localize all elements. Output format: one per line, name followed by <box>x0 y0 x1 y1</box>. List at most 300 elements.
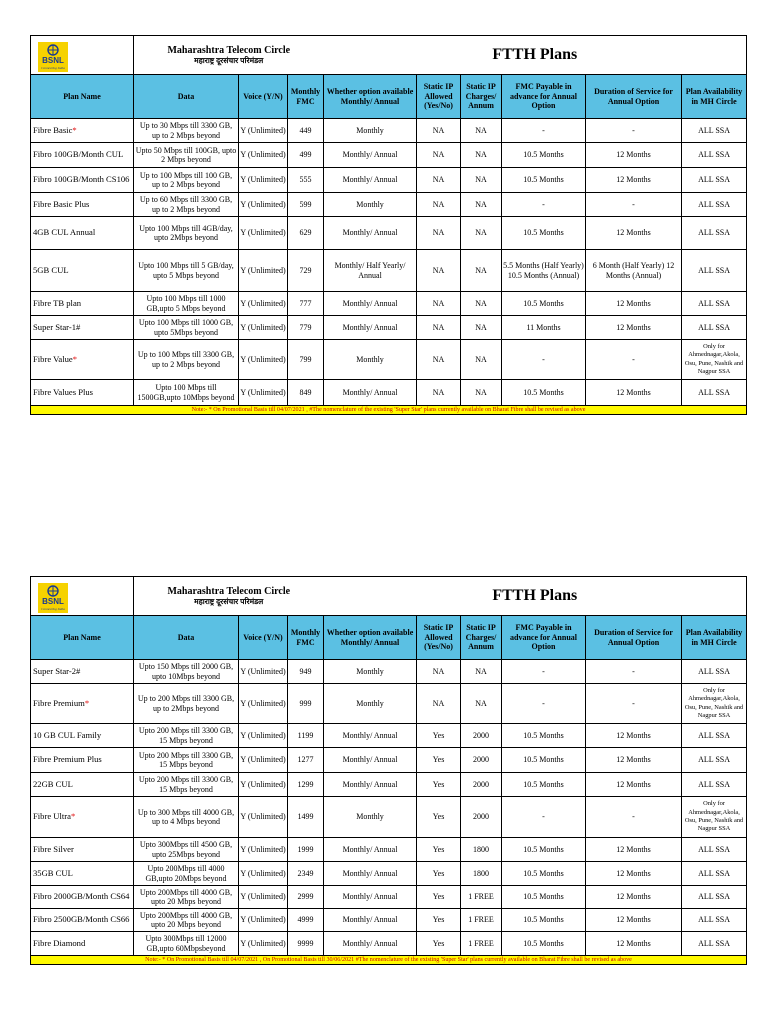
cell-availability: ALL SSA <box>682 143 747 168</box>
cell-fmc-advance: - <box>502 119 586 143</box>
footnote: Note:- * On Promotional Basis till 04/07/2021 , On Promotional Basis till 30/06/2021 #The nomenclature of the existing 'Super Star' plans currently available on Bharat Fibre shall be revised as above <box>31 956 747 965</box>
logo-tagline: Connecting India <box>41 66 65 70</box>
plan-name: Fibre Premium <box>33 697 85 708</box>
cell-fmc-advance: 10.5 Months <box>502 886 586 909</box>
cell-option: Monthly/ Annual <box>324 168 417 193</box>
col-static-ip: Static IP Allowed (Yes/No) <box>417 75 461 119</box>
cell-monthly-fmc: 599 <box>288 193 324 217</box>
table-row <box>31 684 747 724</box>
cell-data: Upto 50 Mbps till 100GB, upto 2 Mbps beyond <box>134 143 239 168</box>
cell-fmc-advance: 10.5 Months <box>502 773 586 797</box>
cell-duration: 12 Months <box>586 773 682 797</box>
plan-name: Fibre TB plan <box>33 297 82 308</box>
cell-availability: ALL SSA <box>682 773 747 797</box>
cell-data: Upto 150 Mbps till 2000 GB, upto 10Mbps beyond <box>134 660 239 684</box>
cell-monthly-fmc: 629 <box>288 217 324 250</box>
plan-name: Fibre Values Plus <box>33 386 94 397</box>
cell-fmc-advance: 10.5 Months <box>502 292 586 316</box>
cell-monthly-fmc: 1999 <box>288 838 324 862</box>
table-row <box>31 773 747 797</box>
logo-cell <box>31 36 134 75</box>
cell-plan-name <box>31 250 134 292</box>
cell-option: Monthly/ Annual <box>324 292 417 316</box>
logo-text: BSNL <box>42 56 64 65</box>
table-row <box>31 250 747 292</box>
cell-duration: - <box>586 340 682 380</box>
cell-option: Monthly/ Annual <box>324 724 417 748</box>
cell-data: Up to 200 Mbps till 3300 GB, up to 2Mbps beyond <box>134 684 239 724</box>
cell-availability: ALL SSA <box>682 292 747 316</box>
table-row <box>31 862 747 886</box>
table-row <box>31 217 747 250</box>
cell-voice: Y (Unlimited) <box>239 119 288 143</box>
cell-monthly-fmc: 1277 <box>288 748 324 773</box>
cell-plan-name <box>31 193 134 217</box>
cell-static-ip-charges: 1 FREE <box>461 932 502 956</box>
cell-option: Monthly <box>324 193 417 217</box>
cell-plan-name <box>31 119 134 143</box>
cell-monthly-fmc: 1199 <box>288 724 324 748</box>
cell-option: Monthly/ Annual <box>324 380 417 406</box>
cell-duration: 12 Months <box>586 838 682 862</box>
cell-monthly-fmc: 2349 <box>288 862 324 886</box>
cell-voice: Y (Unlimited) <box>239 250 288 292</box>
col-duration: Duration of Service for Annual Option <box>586 75 682 119</box>
cell-availability: ALL SSA <box>682 168 747 193</box>
cell-data: Up to 300 Mbps till 4000 GB, up to 4 Mbps beyond <box>134 797 239 838</box>
cell-duration: 12 Months <box>586 748 682 773</box>
cell-static-ip: Yes <box>417 838 461 862</box>
cell-plan-name <box>31 773 134 797</box>
plan-name: Fibre Ultra <box>33 811 71 822</box>
cell-voice: Y (Unlimited) <box>239 838 288 862</box>
cell-voice: Y (Unlimited) <box>239 909 288 932</box>
cell-data: Upto 100 Mbps till 1000 GB, upto 5Mbps beyond <box>134 316 239 340</box>
col-static-ip: Static IP Allowed (Yes/No) <box>417 616 461 660</box>
cell-plan-name <box>31 292 134 316</box>
promo-star: * <box>72 353 77 364</box>
col-monthly-fmc: Monthly FMC <box>288 616 324 660</box>
note-row <box>31 406 747 415</box>
note-row <box>31 956 747 965</box>
cell-monthly-fmc: 2999 <box>288 886 324 909</box>
cell-monthly-fmc: 1499 <box>288 797 324 838</box>
table-row <box>31 748 747 773</box>
cell-data: Upto 100 Mbps till 1500GB,upto 10Mbps beyond <box>134 380 239 406</box>
cell-voice: Y (Unlimited) <box>239 748 288 773</box>
cell-static-ip-charges: 1800 <box>461 838 502 862</box>
cell-static-ip-charges: NA <box>461 217 502 250</box>
col-option: Whether option available Monthly/ Annual <box>324 75 417 119</box>
col-fmc-advance: FMC Payable in advance for Annual Option <box>502 616 586 660</box>
cell-availability: ALL SSA <box>682 748 747 773</box>
cell-data: Upto 100 Mbps till 1000 GB,upto 5 Mbps beyond <box>134 292 239 316</box>
cell-monthly-fmc: 499 <box>288 143 324 168</box>
cell-static-ip-charges: NA <box>461 119 502 143</box>
cell-static-ip: Yes <box>417 909 461 932</box>
logo-text: BSNL <box>42 597 64 606</box>
cell-static-ip: Yes <box>417 724 461 748</box>
promo-star: * <box>70 811 76 822</box>
cell-option: Monthly/ Annual <box>324 316 417 340</box>
plan-name: Fibre Basic <box>33 124 73 135</box>
col-static-ip-charges: Static IP Charges/ Annum <box>461 75 502 119</box>
cell-plan-name <box>31 660 134 684</box>
table-row <box>31 380 747 406</box>
col-static-ip-charges: Static IP Charges/ Annum <box>461 616 502 660</box>
cell-static-ip-charges: 1 FREE <box>461 886 502 909</box>
cell-voice: Y (Unlimited) <box>239 684 288 724</box>
cell-monthly-fmc: 779 <box>288 316 324 340</box>
cell-fmc-advance: 10.5 Months <box>502 748 586 773</box>
cell-data: Upto 200 Mbps till 3300 GB, 15 Mbps beyond <box>134 748 239 773</box>
page-title: FTTH Plans <box>492 587 578 605</box>
col-availability: Plan Availability in MH Circle <box>682 75 747 119</box>
plan-name: 10 GB CUL Family <box>33 729 102 740</box>
cell-data: Upto 100 Mbps till 4GB/day, upto 2Mbps beyond <box>134 217 239 250</box>
cell-monthly-fmc: 1299 <box>288 773 324 797</box>
cell-static-ip: Yes <box>417 886 461 909</box>
plan-name: 22GB CUL <box>33 778 73 789</box>
cell-duration: - <box>586 193 682 217</box>
cell-fmc-advance: - <box>502 660 586 684</box>
cell-fmc-advance: 10.5 Months <box>502 217 586 250</box>
table-row <box>31 797 747 838</box>
cell-monthly-fmc: 9999 <box>288 932 324 956</box>
plan-name: Fibre Basic Plus <box>33 198 90 209</box>
col-voice: Voice (Y/N) <box>239 75 288 119</box>
cell-option: Monthly <box>324 684 417 724</box>
cell-voice: Y (Unlimited) <box>239 773 288 797</box>
cell-duration: 12 Months <box>586 932 682 956</box>
cell-data: Upto 200 Mbps till 3300 GB, 15 Mbps beyond <box>134 773 239 797</box>
cell-option: Monthly <box>324 340 417 380</box>
plan-rows <box>31 119 747 406</box>
cell-voice: Y (Unlimited) <box>239 932 288 956</box>
table-row <box>31 193 747 217</box>
plans-table <box>30 576 747 965</box>
column-header-row <box>31 616 747 660</box>
cell-static-ip: NA <box>417 292 461 316</box>
bsnl-logo-icon <box>38 583 68 613</box>
cell-option: Monthly/ Half Yearly/ Annual <box>324 250 417 292</box>
cell-option: Monthly/ Annual <box>324 909 417 932</box>
cell-data: Up to 100 Mbps till 100 GB, up to 2 Mbps beyond <box>134 168 239 193</box>
cell-availability: ALL SSA <box>682 838 747 862</box>
cell-static-ip: NA <box>417 684 461 724</box>
cell-availability: ALL SSA <box>682 380 747 406</box>
plan-name: Fibro 2000GB/Month CS64 <box>33 891 130 902</box>
cell-data: Upto 200Mbps till 4000 GB, upto 20 Mbps beyond <box>134 886 239 909</box>
cell-static-ip-charges: NA <box>461 143 502 168</box>
cell-voice: Y (Unlimited) <box>239 292 288 316</box>
col-monthly-fmc: Monthly FMC <box>288 75 324 119</box>
cell-fmc-advance: 10.5 Months <box>502 168 586 193</box>
cell-static-ip-charges: NA <box>461 168 502 193</box>
table-row <box>31 724 747 748</box>
cell-duration: - <box>586 660 682 684</box>
cell-duration: 12 Months <box>586 316 682 340</box>
cell-fmc-advance: 10.5 Months <box>502 932 586 956</box>
plan-name: Fibro 100GB/Month CS106 <box>33 174 130 185</box>
plan-name: Fibre Silver <box>33 843 74 854</box>
cell-static-ip-charges: 2000 <box>461 773 502 797</box>
cell-static-ip: NA <box>417 217 461 250</box>
cell-availability: ALL SSA <box>682 193 747 217</box>
cell-static-ip: NA <box>417 340 461 380</box>
title-row <box>31 577 747 616</box>
cell-monthly-fmc: 729 <box>288 250 324 292</box>
cell-voice: Y (Unlimited) <box>239 193 288 217</box>
cell-fmc-advance: 5.5 Months (Half Yearly) 10.5 Months (Annual) <box>502 250 586 292</box>
promo-star: * <box>84 697 90 708</box>
cell-option: Monthly <box>324 660 417 684</box>
cell-plan-name <box>31 316 134 340</box>
column-header-row <box>31 75 747 119</box>
cell-duration: - <box>586 684 682 724</box>
cell-static-ip: Yes <box>417 862 461 886</box>
cell-monthly-fmc: 777 <box>288 292 324 316</box>
cell-fmc-advance: 10.5 Months <box>502 380 586 406</box>
cell-monthly-fmc: 4999 <box>288 909 324 932</box>
cell-static-ip: Yes <box>417 773 461 797</box>
ftth-plans-table-2 <box>30 576 746 965</box>
cell-static-ip: NA <box>417 119 461 143</box>
cell-static-ip: NA <box>417 250 461 292</box>
promo-star: * <box>72 124 77 135</box>
cell-static-ip-charges: NA <box>461 292 502 316</box>
cell-data: Up to 100 Mbps till 3300 GB, up to 2 Mbps beyond <box>134 340 239 380</box>
table-row <box>31 143 747 168</box>
circle-name: Maharashtra Telecom Circle <box>167 45 291 56</box>
table-row <box>31 340 747 380</box>
cell-fmc-advance: - <box>502 684 586 724</box>
cell-plan-name <box>31 724 134 748</box>
cell-voice: Y (Unlimited) <box>239 168 288 193</box>
cell-duration: - <box>586 797 682 838</box>
cell-availability: Only for Ahmednagar,Akola, Osu, Pune, Nashik and Nagpur SSA <box>682 684 747 724</box>
cell-availability: ALL SSA <box>682 217 747 250</box>
cell-availability: ALL SSA <box>682 660 747 684</box>
cell-plan-name <box>31 684 134 724</box>
plan-name: Fibro 100GB/Month CUL <box>33 149 124 160</box>
ftth-plans-table-1 <box>30 35 746 415</box>
cell-data: Up to 60 Mbps till 3300 GB, up to 2 Mbps beyond <box>134 193 239 217</box>
cell-voice: Y (Unlimited) <box>239 380 288 406</box>
cell-static-ip-charges: NA <box>461 380 502 406</box>
circle-name: Maharashtra Telecom Circle <box>167 586 291 597</box>
cell-availability: Only for Ahmednagar,Akola, Osu, Pune, Nashik and Nagpur SSA <box>682 340 747 380</box>
cell-availability: ALL SSA <box>682 932 747 956</box>
cell-option: Monthly/ Annual <box>324 862 417 886</box>
cell-duration: - <box>586 119 682 143</box>
col-duration: Duration of Service for Annual Option <box>586 616 682 660</box>
circle-name-local: महाराष्ट्र दूरसंचार परिमंडल <box>194 597 264 606</box>
table-row <box>31 168 747 193</box>
cell-fmc-advance: 10.5 Months <box>502 909 586 932</box>
cell-static-ip-charges: NA <box>461 250 502 292</box>
cell-static-ip: Yes <box>417 748 461 773</box>
cell-option: Monthly <box>324 797 417 838</box>
col-plan-name: Plan Name <box>31 75 134 119</box>
footnote: Note:- * On Promotional Basis till 04/07/2021 , #The nomenclature of the existing 'Super Star' plans currently available on Bharat Fibre shall be revised as above <box>31 406 747 415</box>
cell-voice: Y (Unlimited) <box>239 886 288 909</box>
cell-plan-name <box>31 168 134 193</box>
cell-availability: ALL SSA <box>682 724 747 748</box>
col-plan-name: Plan Name <box>31 616 134 660</box>
cell-availability: ALL SSA <box>682 886 747 909</box>
cell-data: Upto 200Mbps till 4000 GB,upto 20Mbps beyond <box>134 862 239 886</box>
cell-static-ip: NA <box>417 380 461 406</box>
cell-data: Upto 100 Mbps till 5 GB/day, upto 5 Mbps beyond <box>134 250 239 292</box>
cell-fmc-advance: 10.5 Months <box>502 143 586 168</box>
cell-static-ip-charges: NA <box>461 660 502 684</box>
cell-plan-name <box>31 143 134 168</box>
cell-option: Monthly/ Annual <box>324 217 417 250</box>
cell-static-ip-charges: 2000 <box>461 724 502 748</box>
table-row <box>31 932 747 956</box>
cell-plan-name <box>31 932 134 956</box>
cell-fmc-advance: 10.5 Months <box>502 724 586 748</box>
table-row <box>31 316 747 340</box>
cell-voice: Y (Unlimited) <box>239 316 288 340</box>
cell-duration: 12 Months <box>586 292 682 316</box>
cell-voice: Y (Unlimited) <box>239 660 288 684</box>
col-data: Data <box>134 616 239 660</box>
cell-voice: Y (Unlimited) <box>239 724 288 748</box>
cell-plan-name <box>31 862 134 886</box>
cell-plan-name <box>31 838 134 862</box>
cell-static-ip: NA <box>417 168 461 193</box>
cell-fmc-advance: 10.5 Months <box>502 838 586 862</box>
cell-duration: 12 Months <box>586 724 682 748</box>
cell-option: Monthly <box>324 119 417 143</box>
table-row <box>31 660 747 684</box>
cell-availability: ALL SSA <box>682 119 747 143</box>
cell-static-ip-charges: 2000 <box>461 797 502 838</box>
cell-plan-name <box>31 886 134 909</box>
cell-voice: Y (Unlimited) <box>239 862 288 886</box>
cell-monthly-fmc: 799 <box>288 340 324 380</box>
cell-availability: ALL SSA <box>682 250 747 292</box>
cell-static-ip-charges: NA <box>461 316 502 340</box>
plan-name: 5GB CUL <box>33 264 69 275</box>
cell-voice: Y (Unlimited) <box>239 340 288 380</box>
plans-table <box>30 35 747 415</box>
cell-monthly-fmc: 849 <box>288 380 324 406</box>
cell-availability: ALL SSA <box>682 316 747 340</box>
cell-availability: Only for Ahmednagar,Akola, Osu, Pune, Nashik and Nagpur SSA <box>682 797 747 838</box>
cell-static-ip-charges: 1 FREE <box>461 909 502 932</box>
cell-fmc-advance: - <box>502 797 586 838</box>
table-row <box>31 886 747 909</box>
cell-voice: Y (Unlimited) <box>239 143 288 168</box>
cell-plan-name <box>31 909 134 932</box>
cell-plan-name <box>31 748 134 773</box>
cell-static-ip-charges: 2000 <box>461 748 502 773</box>
plan-name: 4GB CUL Annual <box>33 227 96 238</box>
cell-static-ip: Yes <box>417 932 461 956</box>
plan-name: Super Star-1# <box>33 321 81 332</box>
cell-availability: ALL SSA <box>682 909 747 932</box>
cell-data: Upto 300Mbps till 12000 GB,upto 60Mbpsbeyond <box>134 932 239 956</box>
cell-fmc-advance: 11 Months <box>502 316 586 340</box>
cell-availability: ALL SSA <box>682 862 747 886</box>
cell-voice: Y (Unlimited) <box>239 217 288 250</box>
plan-name: Super Star-2# <box>33 665 81 676</box>
col-data: Data <box>134 75 239 119</box>
cell-option: Monthly/ Annual <box>324 886 417 909</box>
cell-fmc-advance: - <box>502 193 586 217</box>
title-row <box>31 36 747 75</box>
page-title: FTTH Plans <box>492 46 578 64</box>
cell-static-ip: NA <box>417 316 461 340</box>
logo-cell <box>31 577 134 616</box>
table-row <box>31 838 747 862</box>
cell-duration: 12 Months <box>586 168 682 193</box>
cell-static-ip-charges: NA <box>461 193 502 217</box>
cell-data: Upto 200Mbps till 4000 GB, upto 20 Mbps beyond <box>134 909 239 932</box>
cell-monthly-fmc: 449 <box>288 119 324 143</box>
cell-fmc-advance: - <box>502 340 586 380</box>
cell-plan-name <box>31 217 134 250</box>
cell-static-ip-charges: NA <box>461 684 502 724</box>
col-option: Whether option available Monthly/ Annual <box>324 616 417 660</box>
cell-plan-name <box>31 340 134 380</box>
table-row <box>31 119 747 143</box>
col-fmc-advance: FMC Payable in advance for Annual Option <box>502 75 586 119</box>
col-availability: Plan Availability in MH Circle <box>682 616 747 660</box>
cell-duration: 12 Months <box>586 143 682 168</box>
cell-static-ip-charges: 1800 <box>461 862 502 886</box>
plan-name: Fibro 2500GB/Month CS66 <box>33 914 130 925</box>
cell-static-ip: Yes <box>417 797 461 838</box>
cell-static-ip: NA <box>417 193 461 217</box>
cell-monthly-fmc: 555 <box>288 168 324 193</box>
cell-static-ip: NA <box>417 143 461 168</box>
table-row <box>31 909 747 932</box>
cell-static-ip: NA <box>417 660 461 684</box>
table-row <box>31 292 747 316</box>
cell-static-ip-charges: NA <box>461 340 502 380</box>
cell-option: Monthly/ Annual <box>324 143 417 168</box>
cell-monthly-fmc: 999 <box>288 684 324 724</box>
cell-plan-name <box>31 797 134 838</box>
cell-option: Monthly/ Annual <box>324 932 417 956</box>
cell-data: Upto 200 Mbps till 3300 GB, 15 Mbps beyond <box>134 724 239 748</box>
cell-voice: Y (Unlimited) <box>239 797 288 838</box>
plan-rows <box>31 660 747 956</box>
cell-option: Monthly/ Annual <box>324 773 417 797</box>
cell-duration: 12 Months <box>586 380 682 406</box>
cell-duration: 12 Months <box>586 862 682 886</box>
cell-duration: 12 Months <box>586 909 682 932</box>
bsnl-logo-icon <box>38 42 68 72</box>
cell-monthly-fmc: 949 <box>288 660 324 684</box>
cell-plan-name <box>31 380 134 406</box>
cell-option: Monthly/ Annual <box>324 838 417 862</box>
cell-option: Monthly/ Annual <box>324 748 417 773</box>
cell-data: Upto 300Mbps till 4500 GB, upto 25Mbps beyond <box>134 838 239 862</box>
cell-duration: 6 Month (Half Yearly) 12 Months (Annual) <box>586 250 682 292</box>
col-voice: Voice (Y/N) <box>239 616 288 660</box>
logo-tagline: Connecting India <box>41 607 65 611</box>
cell-duration: 12 Months <box>586 217 682 250</box>
cell-duration: 12 Months <box>586 886 682 909</box>
plan-name: Fibre Diamond <box>33 937 86 948</box>
cell-data: Up to 30 Mbps till 3300 GB, up to 2 Mbps beyond <box>134 119 239 143</box>
cell-fmc-advance: 10.5 Months <box>502 862 586 886</box>
